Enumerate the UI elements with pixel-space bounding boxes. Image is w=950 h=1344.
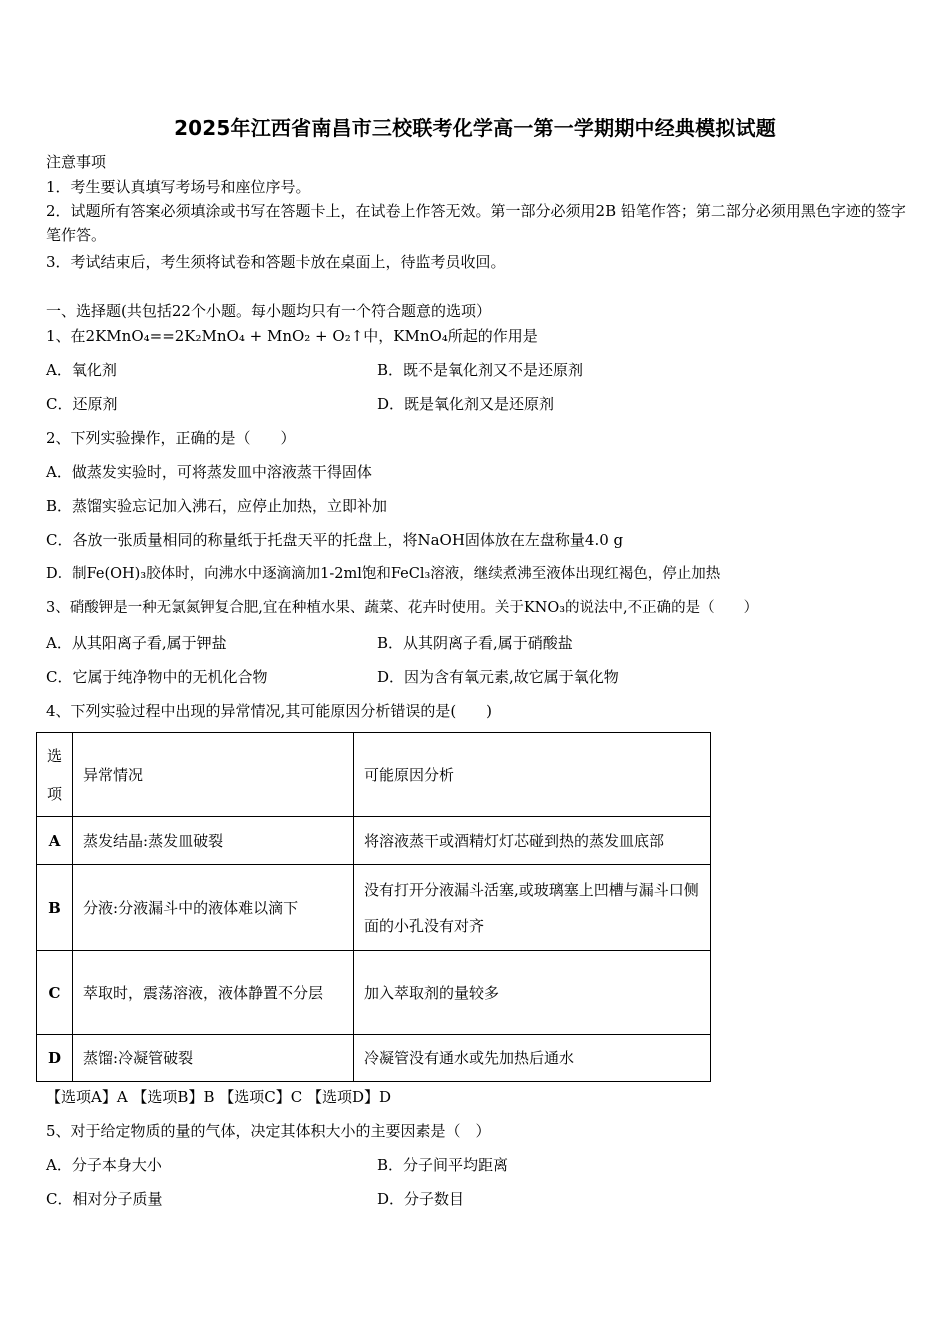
q3-option-a: A．从其阳离子看,属于钾盐: [46, 634, 227, 652]
q1-option-c: C．还原剂: [46, 395, 118, 413]
table-row: [37, 951, 711, 1035]
q4-table: [36, 732, 711, 1082]
header-option-char-2: 项: [47, 784, 63, 803]
q2-option-c: C．各放一张质量相同的称量纸于托盘天平的托盘上，将NaOH固体放在左盘称量4.0 g: [46, 531, 624, 549]
q1-option-b: B．既不是氧化剂又不是还原剂: [377, 361, 584, 379]
row-cause: 将溶液蒸干或酒精灯灯芯碰到热的蒸发皿底部: [354, 817, 711, 865]
q5-stem: 5、对于给定物质的量的气体，决定其体积大小的主要因素是（ ）: [46, 1122, 491, 1140]
row-cause: 没有打开分液漏斗活塞,或玻璃塞上凹槽与漏斗口侧面的小孔没有对齐: [354, 865, 711, 951]
row-issue: 蒸馏:冷凝管破裂: [73, 1035, 354, 1082]
page-title: 2025年江西省南昌市三校联考化学高一第一学期期中经典模拟试题: [174, 116, 776, 140]
q5-option-d: D．分子数目: [377, 1190, 465, 1208]
q3-option-b: B．从其阴离子看,属于硝酸盐: [377, 634, 573, 652]
table-row: [37, 865, 711, 951]
row-issue: 蒸发结晶:蒸发皿破裂: [73, 817, 354, 865]
table-row: [37, 817, 711, 865]
q4-choices: 【选项A】A 【选项B】B 【选项C】C 【选项D】D: [46, 1088, 392, 1106]
q1-stem: 1、在2KMnO₄==2K₂MnO₄ + MnO₂ + O₂↑中，KMnO₄所起的作用是: [46, 327, 538, 345]
table-row: [37, 1035, 711, 1082]
q5-option-a: A．分子本身大小: [46, 1156, 162, 1174]
q1-option-a: A．氧化剂: [46, 361, 117, 379]
table-header-cause: 可能原因分析: [354, 733, 711, 817]
q5-option-c: C．相对分子质量: [46, 1190, 163, 1208]
q4-stem: 4、下列实验过程中出现的异常情况,其可能原因分析错误的是( ): [46, 702, 493, 720]
row-option: D: [37, 1035, 73, 1082]
section-heading: 一、选择题(共包括22个小题。每小题均只有一个符合题意的选项）: [46, 302, 491, 320]
q3-option-c: C．它属于纯净物中的无机化合物: [46, 668, 268, 686]
q5-option-b: B．分子间平均距离: [377, 1156, 509, 1174]
q2-stem: 2、下列实验操作，正确的是（ ）: [46, 429, 296, 447]
row-option: C: [37, 951, 73, 1035]
q3-stem: 3、硝酸钾是一种无氯氮钾复合肥,宜在种植水果、蔬菜、花卉时使用。关于KNO₃的说法中,不正确的是（ ）: [46, 600, 759, 616]
table-header-option: [37, 733, 73, 817]
row-issue: 萃取时，震荡溶液，液体静置不分层: [73, 951, 354, 1035]
header-option-char-1: 选: [47, 746, 63, 765]
notice-heading: 注意事项: [46, 153, 107, 171]
notice-item-3: 3．考试结束后，考生须将试卷和答题卡放在桌面上，待监考员收回。: [46, 253, 506, 271]
table-header-issue: 异常情况: [73, 733, 354, 817]
q2-option-b: B．蒸馏实验忘记加入沸石，应停止加热，立即补加: [46, 497, 388, 515]
q3-option-d: D．因为含有氧元素,故它属于氧化物: [377, 668, 619, 686]
table-header-row: [37, 733, 711, 817]
row-issue: 分液:分液漏斗中的液体难以滴下: [73, 865, 354, 951]
row-cause: 加入萃取剂的量较多: [354, 951, 711, 1035]
q2-option-d: D．制Fe(OH)₃胶体时，向沸水中逐滴滴加1-2ml饱和FeCl₃溶液，继续煮沸至液体出现红褐色，停止加热: [46, 566, 721, 582]
notice-item-1: 1．考生要认真填写考场号和座位序号。: [46, 178, 311, 196]
row-cause: 冷凝管没有通水或先加热后通水: [354, 1035, 711, 1082]
q2-option-a: A．做蒸发实验时，可将蒸发皿中溶液蒸干得固体: [46, 463, 372, 481]
q1-option-d: D．既是氧化剂又是还原剂: [377, 395, 555, 413]
row-option: B: [37, 865, 73, 951]
notice-item-2: 2．试题所有答案必须填涂或书写在答题卡上，在试卷上作答无效。第一部分必须用2B 铅笔作答；第二部分必须用黑色字迹的签字笔作答。: [46, 202, 906, 244]
row-option: A: [37, 817, 73, 865]
